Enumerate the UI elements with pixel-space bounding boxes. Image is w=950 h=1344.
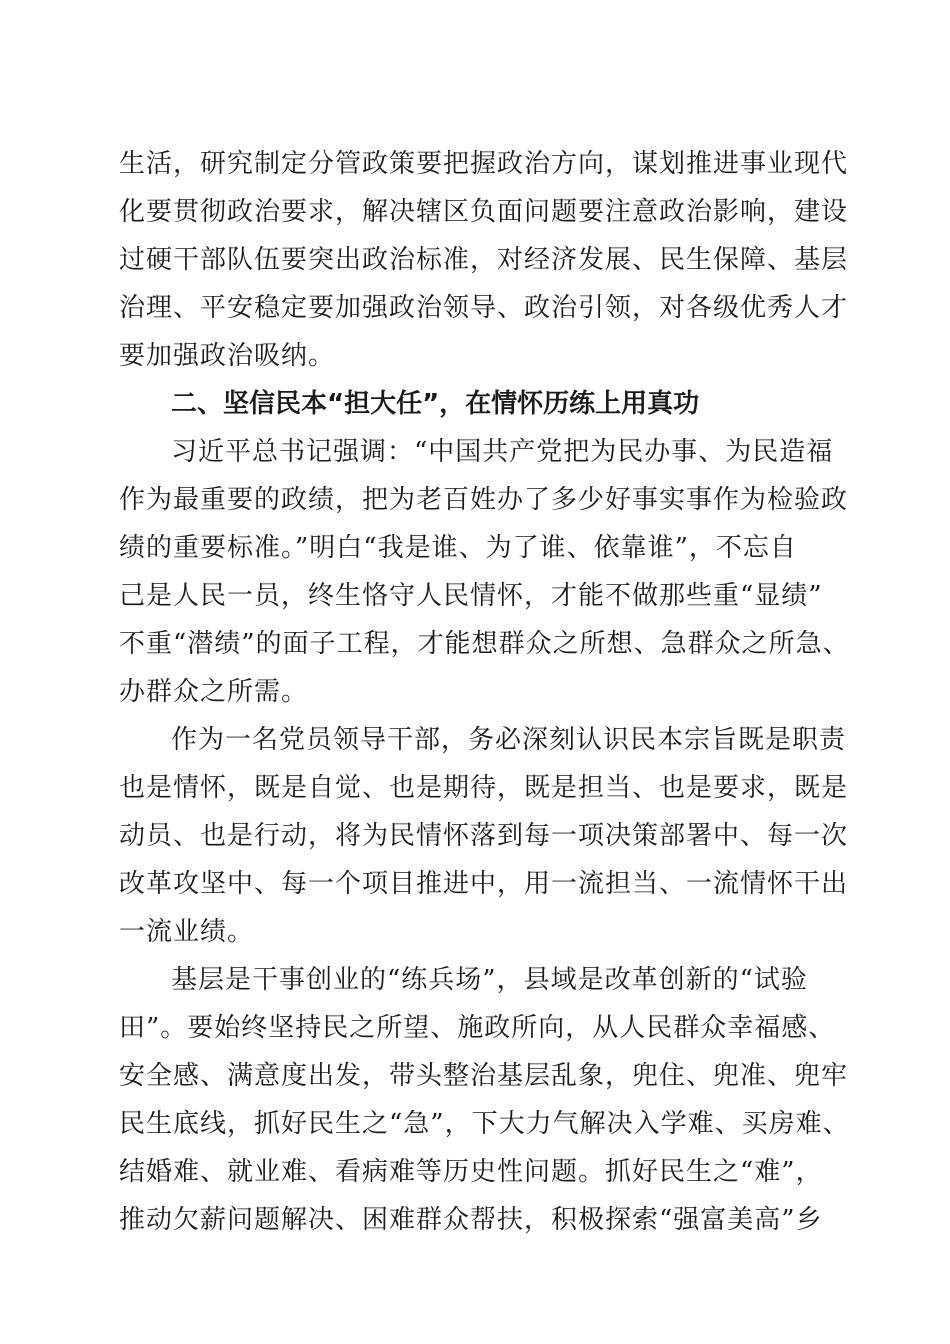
body-text-line: 要加强政治吸纳。 [119, 341, 336, 371]
body-text-line: 结婚难、就业难、看病难等历史性问题。抓好民生之“难”， [119, 1157, 823, 1187]
body-text-line: 一流业绩。 [119, 917, 255, 947]
body-text-line: 民生底线，抓好民生之“急”，下大力气解决入学难、买房难、 [119, 1109, 850, 1139]
body-text-line: 绩的重要标准。”明白“我是谁、为了谁、依靠谁”，不忘自 [119, 533, 797, 563]
body-text-line: 习近平总书记强调：“中国共产党把为民办事、为民造福 [171, 437, 834, 467]
body-text-line: 安全感、满意度出发，带头整治基层乱象，兜住、兜准、兜牢 [119, 1061, 849, 1091]
body-text-line: 作为最重要的政绩，把为老百姓办了多少好事实事作为检验政 [119, 485, 849, 515]
body-text-line: 办群众之所需。 [119, 677, 309, 707]
section-heading: 二、坚信民本“担大任”，在情怀历练上用真功 [171, 389, 700, 419]
body-text-line: 改革攻坚中、每一个项目推进中，用一流担当、一流情怀干出 [119, 869, 849, 899]
body-text-line: 动员、也是行动，将为民情怀落到每一项决策部署中、每一次 [119, 821, 849, 851]
body-text-line: 不重“潜绩”的面子工程，才能想群众之所想、急群众之所急、 [119, 629, 850, 659]
body-text-line: 田”。要始终坚持民之所望、施政所向，从人民群众幸福感、 [119, 1013, 836, 1043]
body-text-line: 基层是干事创业的“练兵场”，县域是改革创新的“试验 [171, 965, 808, 995]
body-text-line: 作为一名党员领导干部，务必深刻认识民本宗旨既是职责 [171, 725, 847, 755]
body-text-line: 过硬干部队伍要突出政治标准，对经济发展、民生保障、基层 [119, 245, 849, 275]
body-text-line: 己是人民一员，终生恪守人民情怀，才能不做那些重“显绩” [119, 581, 823, 611]
body-text-line: 推动欠薪问题解决、困难群众帮扶，积极探索“强富美高”乡 [119, 1205, 823, 1235]
body-text-line: 也是情怀，既是自觉、也是期待，既是担当、也是要求，既是 [119, 773, 849, 803]
body-text-line: 治理、平安稳定要加强政治领导、政治引领，对各级优秀人才 [119, 293, 849, 323]
body-text-line: 化要贯彻政治要求，解决辖区负面问题要注意政治影响，建设 [119, 197, 849, 227]
body-text-line: 生活，研究制定分管政策要把握政治方向，谋划推进事业现代 [119, 149, 849, 179]
